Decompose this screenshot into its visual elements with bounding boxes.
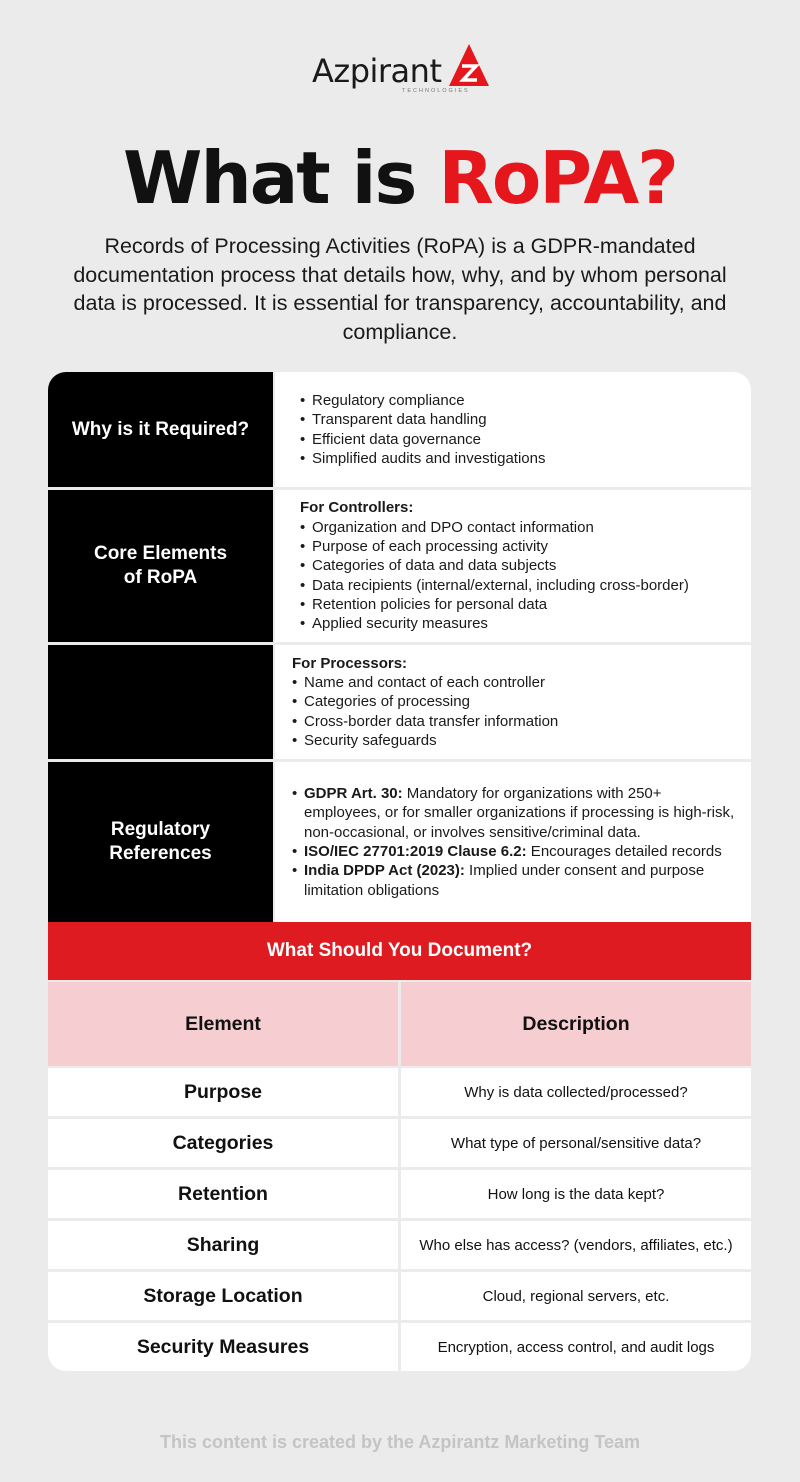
row-label-empty: [48, 645, 273, 759]
title-part-1: What is: [123, 136, 439, 220]
description-cell: How long is the data kept?: [401, 1170, 751, 1218]
reference-text: Implied under consent and purpose limitation obligations: [304, 862, 705, 899]
column-header-description: Description: [401, 982, 751, 1066]
list-item: • Retention policies for personal data: [300, 595, 751, 614]
list-item: • Organization and DPO contact information: [300, 518, 751, 537]
table-row: [48, 1170, 751, 1218]
list-item: • Categories of data and data subjects: [300, 556, 751, 575]
list-item: • Applied security measures: [300, 614, 751, 633]
brand-logo: [310, 40, 500, 100]
logo-subtitle: TECHNOLOGIES: [402, 88, 470, 94]
list-item: [292, 861, 737, 900]
row-label: [48, 762, 273, 922]
title-part-2: RoPA?: [438, 136, 677, 220]
table-row: [48, 1068, 751, 1116]
description-cell: Why is data collected/processed?: [401, 1068, 751, 1116]
row-label: [48, 490, 273, 642]
why-list: [300, 391, 751, 468]
controllers-heading: For Controllers:: [300, 499, 414, 517]
logo-triangle-icon: [448, 42, 490, 88]
list-item: • Data recipients (internal/external, including cross-border): [300, 576, 751, 595]
column-header-element: Element: [48, 982, 398, 1066]
list-item: [292, 784, 737, 842]
element-cell: Storage Location: [48, 1272, 398, 1320]
footer-credit: This content is created by the Azpirantz Marketing Team: [159, 1432, 641, 1452]
list-item: • Security safeguards: [292, 731, 751, 750]
list-item: • Efficient data governance: [300, 430, 751, 449]
description-cell: Encryption, access control, and audit logs: [401, 1323, 751, 1371]
description-cell: Who else has access? (vendors, affiliates, etc.): [401, 1221, 751, 1269]
row-value: [275, 490, 751, 642]
document-section-header: What Should You Document?: [48, 922, 751, 980]
row-regulatory-references: [48, 762, 751, 922]
reference-text: Encourages detailed records: [526, 843, 722, 860]
table-row: [48, 1323, 751, 1371]
table-row: [48, 1272, 751, 1320]
label-line: References: [109, 843, 212, 864]
row-value: [275, 372, 751, 487]
description-cell: Cloud, regional servers, etc.: [401, 1272, 751, 1320]
intro-paragraph: Records of Processing Activities (RoPA) is a GDPR-mandated documentation process that details how, why, and by whom personal data is processed. It is essential for transparency, accountability, and compliance.: [73, 234, 727, 344]
list-item: • Cross-border data transfer information: [292, 712, 751, 731]
processors-list: [292, 673, 751, 750]
row-core-elements: [48, 490, 751, 642]
label-line: Core Elements: [93, 543, 228, 564]
list-item: • Name and contact of each controller: [292, 673, 751, 692]
element-cell: Retention: [48, 1170, 398, 1218]
reference-name: ISO/IEC 27701:2019 Clause 6.2:: [304, 843, 527, 860]
label-line: Regulatory: [110, 819, 211, 840]
processors-heading: For Processors:: [292, 654, 408, 672]
reference-name: India DPDP Act (2023):: [304, 862, 465, 880]
table-row: [48, 1119, 751, 1167]
regulatory-list: [292, 784, 737, 900]
row-value: [275, 762, 751, 922]
table-row: [48, 1221, 751, 1269]
description-cell: What type of personal/sensitive data?: [401, 1119, 751, 1167]
row-processors: [48, 645, 751, 759]
reference-text: Mandatory for organizations with 250+ employees, or for smaller organizations if processing is high-risk, non-occasional, or involves sensitive/criminal data.: [304, 785, 735, 841]
element-cell: Purpose: [48, 1068, 398, 1116]
list-item: • Transparent data handling: [300, 410, 751, 429]
list-item: • Regulatory compliance: [300, 391, 751, 410]
element-cell: Security Measures: [48, 1323, 398, 1371]
list-item: • Purpose of each processing activity: [300, 537, 751, 556]
row-value: [275, 645, 751, 759]
row-why-required: [48, 372, 751, 487]
element-cell: Sharing: [48, 1221, 398, 1269]
label-line: of RoPA: [123, 567, 198, 588]
list-item: [292, 842, 737, 861]
element-cell: Categories: [48, 1119, 398, 1167]
controllers-list: [300, 518, 751, 634]
row-label: Why is it Required?: [48, 372, 273, 487]
logo-wordmark: Azpirant: [312, 52, 442, 90]
list-item: • Categories of processing: [292, 692, 751, 711]
list-item: • Simplified audits and investigations: [300, 449, 751, 468]
page-title: [0, 133, 800, 223]
reference-name: GDPR Art. 30:: [304, 785, 403, 803]
